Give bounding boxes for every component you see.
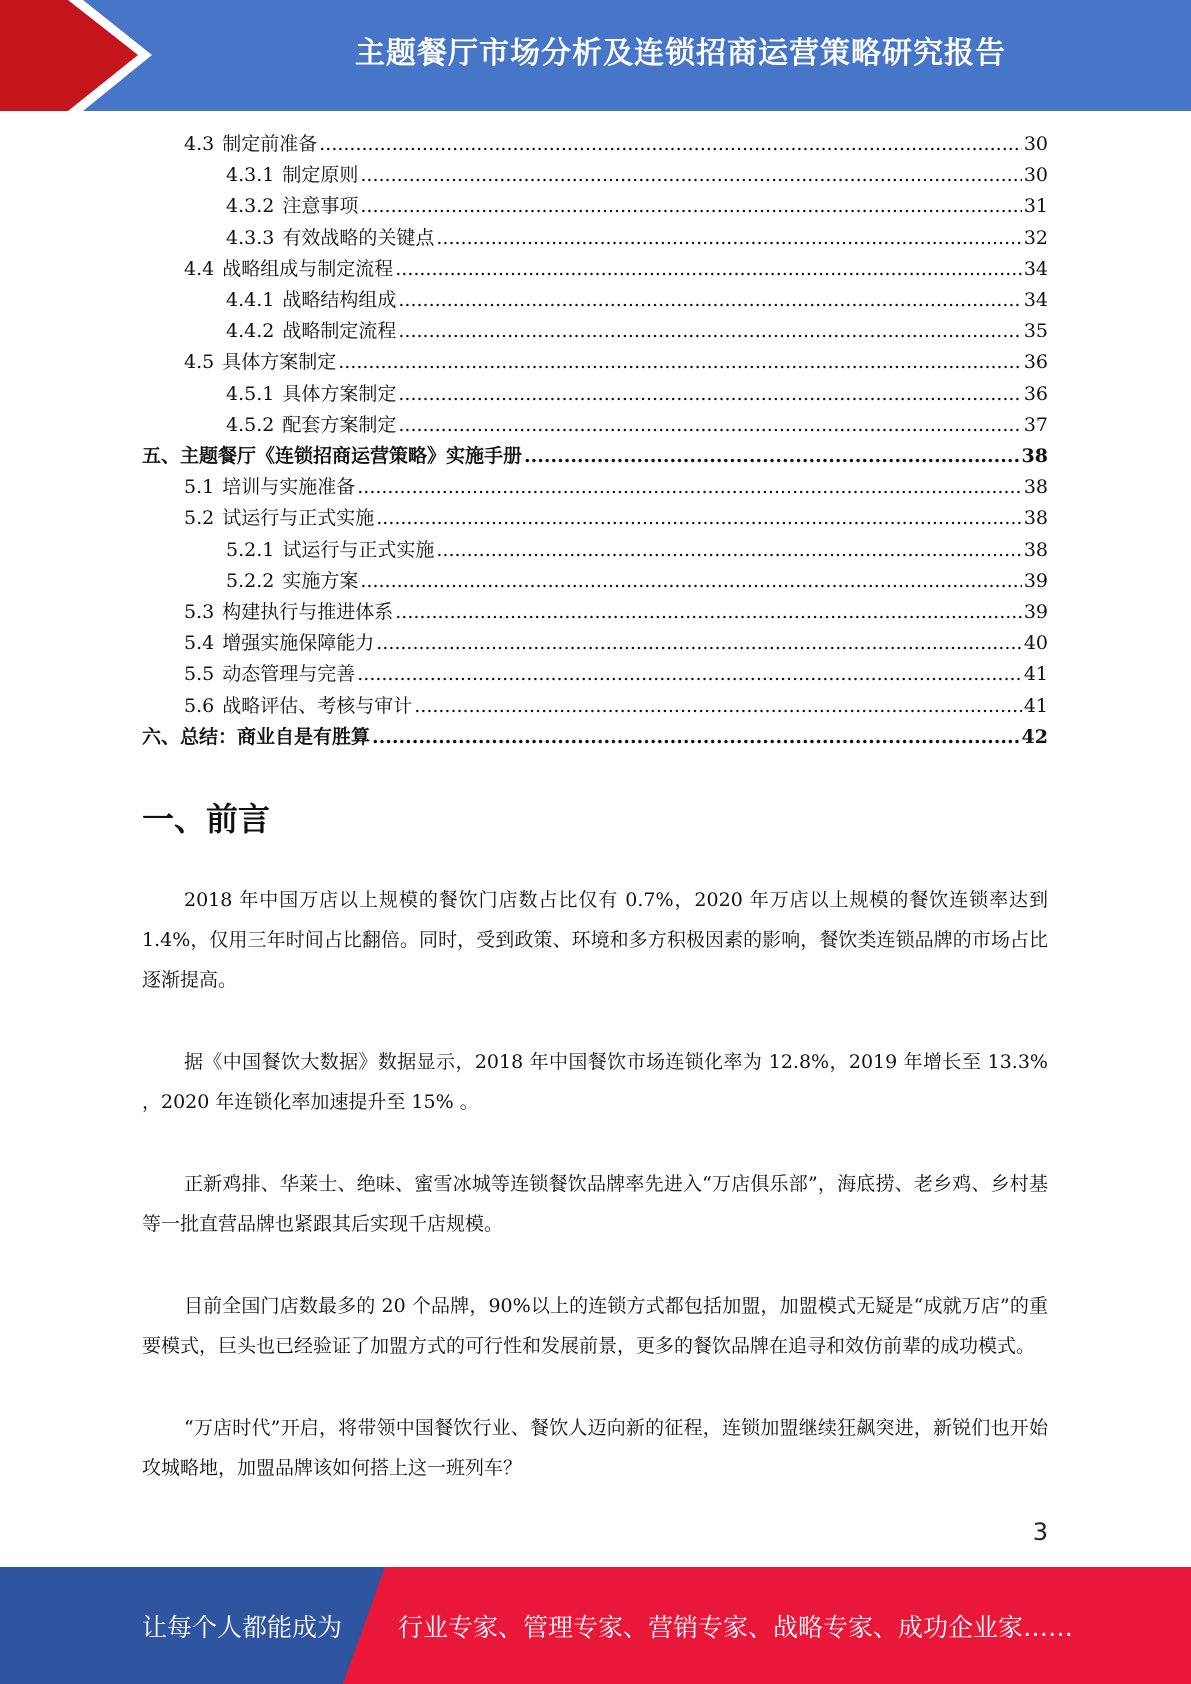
toc-entry-label [184, 659, 355, 690]
toc-entry-page: 38 [1023, 507, 1048, 530]
toc-entry[interactable] [142, 722, 1048, 753]
toc-entry-label [226, 535, 434, 566]
toc-entry-page: 30 [1023, 164, 1048, 187]
toc-dot-leader [357, 472, 1022, 503]
toc-entry-number: 4.3 [184, 133, 215, 155]
toc-entry-title: 构建执行与推进体系 [222, 601, 394, 623]
toc-entry-title: 具体方案制定 [222, 351, 337, 374]
footer-slogan-right: 行业专家、管理专家、营销专家、战略专家、成功企业家…… [398, 1612, 1074, 1642]
page-header [0, 0, 1191, 111]
toc-entry-label [142, 441, 522, 472]
toc-entry-page: 41 [1023, 663, 1048, 686]
toc-dot-leader [524, 441, 1020, 472]
page-number: 3 [1032, 1518, 1048, 1546]
toc-entry-label [184, 254, 393, 285]
body-paragraph: 目前全国门店数最多的 20 个品牌，90%以上的连锁方式都包括加盟，加盟模式无疑是“成就万店”的重要模式，巨头也已经验证了加盟方式的可行性和发展前景，更多的餐饮品牌在追寻和效仿前辈的成功模式。 [142, 1295, 1048, 1357]
toc-dot-leader [436, 535, 1021, 566]
toc-entry-number: 4.5.1 [226, 382, 275, 405]
toc-entry[interactable] [226, 316, 1048, 347]
toc-entry-page: 34 [1023, 257, 1048, 280]
toc-entry-page: 42 [1021, 725, 1048, 748]
footer-slogan-left: 让每个人都能成为 [142, 1612, 343, 1642]
toc-dot-leader [395, 597, 1022, 628]
toc-entry-number: 4.4 [184, 257, 215, 280]
toc-dot-leader [372, 722, 1020, 753]
toc-dot-leader [398, 379, 1021, 410]
toc-entry-label [184, 503, 374, 534]
toc-dot-leader [398, 410, 1021, 441]
toc-dot-leader [319, 129, 1022, 160]
toc-dot-leader [395, 254, 1022, 285]
toc-entry-number: 5.1 [184, 476, 215, 499]
report-title: 主题餐厅市场分析及连锁招商运营策略研究报告 [355, 36, 1006, 71]
toc-entry-label [184, 691, 412, 722]
toc-entry[interactable] [226, 160, 1048, 191]
toc-entry-label [226, 223, 434, 254]
toc-entry-title: 注意事项 [282, 195, 359, 218]
toc-entry-title: 试运行与正式实施 [222, 507, 375, 530]
toc-entry-label [184, 347, 336, 378]
toc-entry-number: 5.4 [184, 632, 215, 655]
toc-entry-label [226, 191, 358, 222]
toc-dot-leader [360, 566, 1021, 597]
toc-entry-title: 动态管理与完善 [222, 663, 356, 686]
toc-dot-leader [338, 347, 1022, 378]
toc-dot-leader [398, 316, 1021, 347]
toc-entry[interactable] [226, 410, 1048, 441]
toc-entry[interactable] [184, 129, 1048, 160]
toc-entry-page: 38 [1021, 445, 1048, 467]
toc-entry-number: 4.4.2 [226, 320, 275, 343]
toc-entry[interactable] [184, 597, 1048, 628]
body-paragraph: 2018 年中国万店以上规模的餐饮门店数占比仅有 0.7%，2020 年万店以上规模的餐饮连锁率达到 1.4%，仅用三年时间占比翻倍。同时，受到政策、环境和多方积极因素的影响，餐饮类连锁品牌的市场占比逐渐提高。 [142, 889, 1048, 991]
toc-entry-title: 有效战略的关键点 [282, 226, 435, 249]
toc-entry[interactable] [226, 285, 1048, 316]
toc-entry-title: 试运行与正式实施 [282, 538, 435, 561]
toc-entry-number: 5.6 [184, 694, 215, 717]
toc-entry-number: 4.4.1 [226, 289, 275, 311]
toc-entry-page: 36 [1023, 382, 1048, 405]
toc-entry-title: 培训与实施准备 [222, 476, 356, 499]
toc-entry-title: 战略制定流程 [282, 320, 397, 343]
toc-entry-number: 5.2 [184, 507, 215, 530]
toc-entry-title: 配套方案制定 [282, 413, 397, 436]
toc-entry-title: 战略评估、考核与审计 [222, 694, 413, 717]
toc-entry-number: 4.3.2 [226, 195, 275, 218]
toc-entry[interactable] [184, 254, 1048, 285]
toc-entry-page: 32 [1023, 226, 1048, 249]
toc-entry-label [226, 379, 396, 410]
toc-entry-page: 35 [1023, 320, 1048, 343]
toc-entry-label [226, 160, 358, 191]
toc-entry-title: 六、总结：商业自是有胜算 [142, 725, 371, 748]
toc-entry-number: 5.3 [184, 601, 215, 623]
toc-entry-number: 5.2.2 [226, 569, 275, 592]
toc-entry-number: 4.5 [184, 351, 215, 374]
body-paragraph: “万店时代”开启，将带领中国餐饮行业、餐饮人迈向新的征程，连锁加盟继续狂飙突进，新锐们也开始攻城略地，加盟品牌该如何搭上这一班列车？ [142, 1417, 1048, 1479]
toc-dot-leader [360, 160, 1021, 191]
toc-entry[interactable] [184, 628, 1048, 659]
toc-entry[interactable] [226, 191, 1048, 222]
toc-entry-page: 37 [1023, 413, 1048, 436]
toc-entry-number: 5.5 [184, 663, 215, 686]
toc-entry-label [142, 722, 370, 753]
toc-entry-page: 39 [1023, 601, 1048, 623]
toc-dot-leader [398, 285, 1021, 316]
toc-entry-title: 制定前准备 [222, 133, 318, 155]
toc-entry-title: 实施方案 [282, 569, 359, 592]
header-red-chevron [0, 0, 138, 111]
section-heading: 一、前言 [142, 800, 271, 838]
toc-entry-title: 增强实施保障能力 [222, 632, 375, 655]
section-body [142, 880, 1048, 1530]
toc-entry[interactable] [184, 503, 1048, 534]
toc-entry-label [226, 566, 358, 597]
toc-entry-page: 36 [1023, 351, 1048, 374]
toc-entry[interactable] [184, 659, 1048, 690]
toc-entry[interactable] [184, 691, 1048, 722]
toc-entry-label [184, 597, 393, 628]
body-paragraph: 据《中国餐饮大数据》数据显示，2018 年中国餐饮市场连锁化率为 12.8%，2019 年增长至 13.3% ，2020 年连锁化率加速提升至 15% 。 [142, 1051, 1048, 1113]
toc-entry[interactable] [184, 347, 1048, 378]
toc-dot-leader [376, 628, 1022, 659]
toc-entry[interactable] [142, 441, 1048, 472]
toc-entry-page: 30 [1023, 133, 1048, 155]
page-footer [0, 1567, 1191, 1684]
toc-dot-leader [360, 191, 1021, 222]
toc-entry-page: 38 [1023, 538, 1048, 561]
toc-dot-leader [376, 503, 1022, 534]
toc-entry-page: 38 [1023, 476, 1048, 499]
toc-entry[interactable] [226, 535, 1048, 566]
toc-entry-number: 4.5.2 [226, 413, 275, 436]
toc-entry-label [184, 472, 355, 503]
toc-entry-number: 4.3.1 [226, 164, 275, 187]
toc-entry-label [184, 129, 317, 160]
toc-dot-leader [357, 659, 1022, 690]
toc-entry[interactable] [226, 223, 1048, 254]
toc-entry-title: 战略结构组成 [282, 289, 397, 311]
toc-entry-label [226, 410, 396, 441]
toc-entry-title: 具体方案制定 [282, 382, 397, 405]
toc-entry-title: 制定原则 [282, 164, 359, 187]
toc-entry-number: 5.2.1 [226, 538, 275, 561]
toc-entry[interactable] [184, 472, 1048, 503]
toc-entry-page: 39 [1023, 569, 1048, 592]
toc-entry-label [226, 285, 396, 316]
body-paragraph: 正新鸡排、华莱士、绝味、蜜雪冰城等连锁餐饮品牌率先进入“万店俱乐部”，海底捞、老乡鸡、乡村基等一批直营品牌也紧跟其后实现千店规模。 [142, 1173, 1048, 1235]
toc-entry-title: 战略组成与制定流程 [222, 257, 394, 280]
toc-entry[interactable] [226, 379, 1048, 410]
toc-dot-leader [414, 691, 1022, 722]
toc-entry-page: 31 [1023, 195, 1048, 218]
toc-entry-number: 4.3.3 [226, 226, 275, 249]
toc-entry-title: 五、主题餐厅《连锁招商运营策略》实施手册 [142, 445, 523, 467]
toc-entry-page: 40 [1023, 632, 1048, 655]
toc-entry-page: 34 [1023, 289, 1048, 311]
toc-entry[interactable] [226, 566, 1048, 597]
toc-entry-page: 41 [1023, 694, 1048, 717]
toc-dot-leader [436, 223, 1021, 254]
toc-entry-label [226, 316, 396, 347]
toc-entry-label [184, 628, 374, 659]
